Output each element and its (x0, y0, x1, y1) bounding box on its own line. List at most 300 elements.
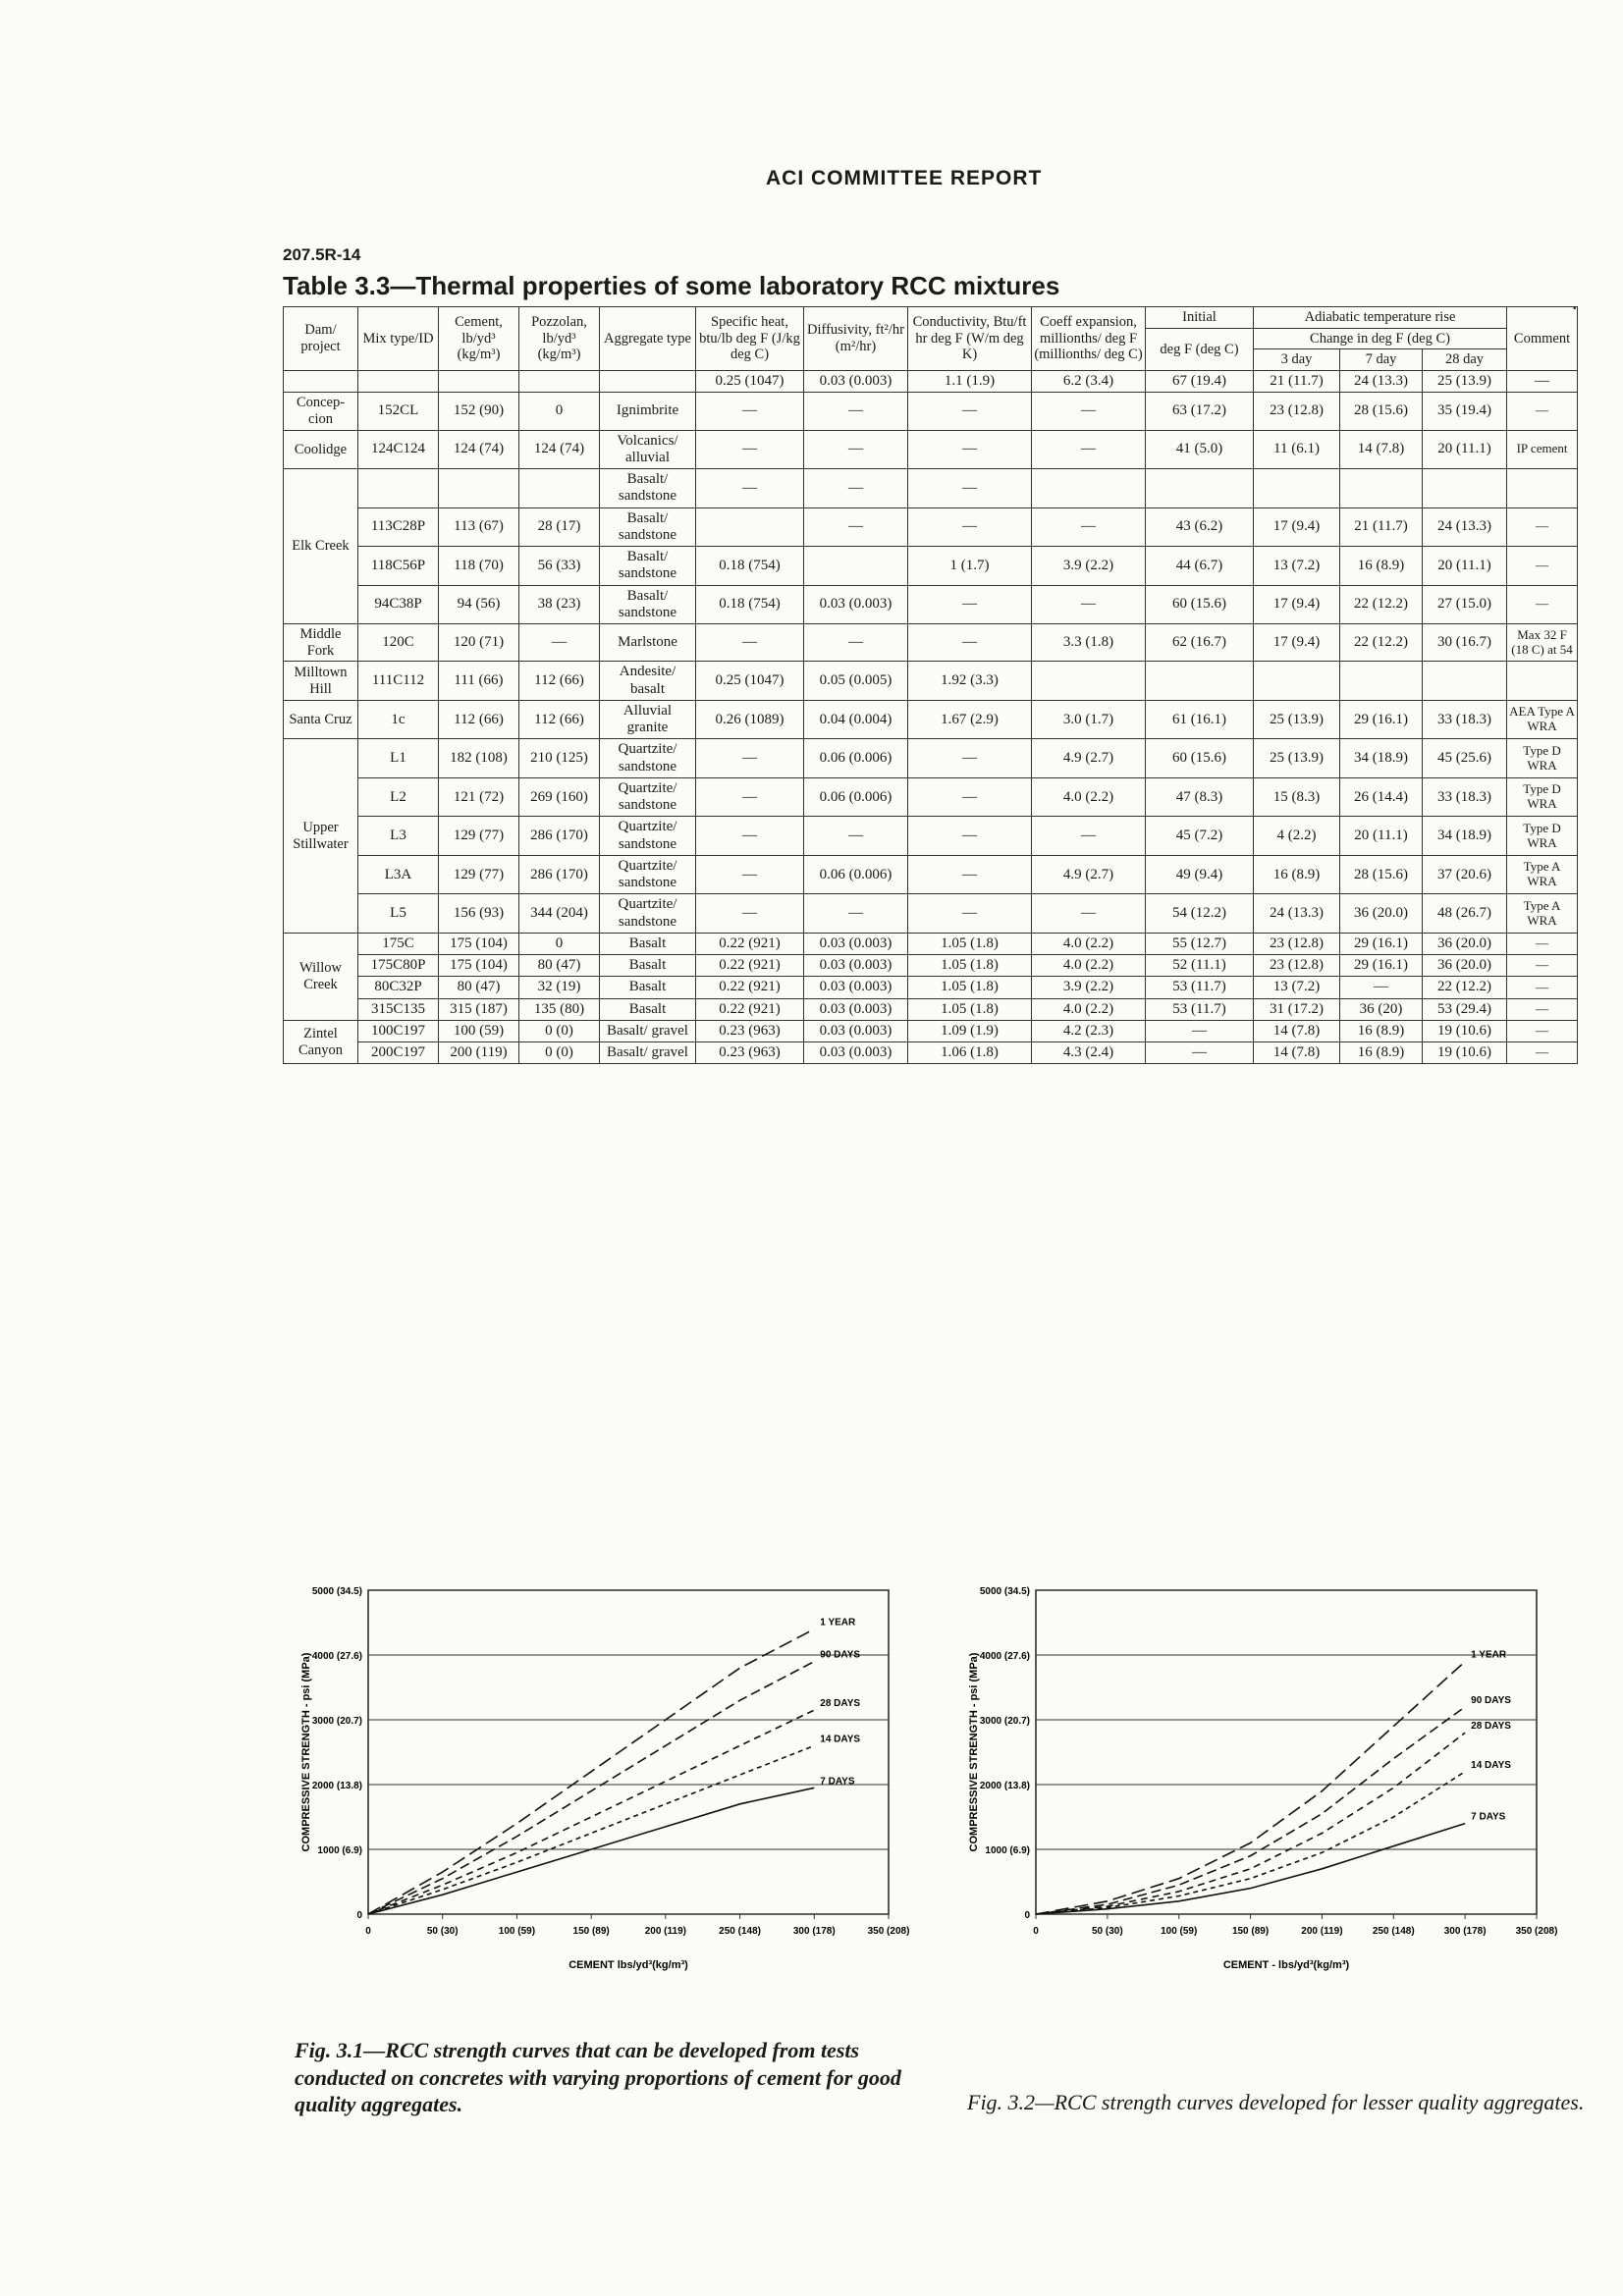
table-cell-dif: — (804, 894, 908, 934)
table-cell-sh: 0.18 (754) (696, 547, 804, 586)
series-line (1036, 1824, 1465, 1914)
table-cell-dif: 0.03 (0.003) (804, 585, 908, 624)
table-cell-pozzolan: 56 (33) (519, 547, 600, 586)
table-cell-d7: 36 (20.0) (1340, 894, 1423, 934)
y-tick-label: 4000 (27.6) (979, 1651, 1030, 1662)
table-cell-sh: 0.22 (921) (696, 977, 804, 998)
table-cell: 0.25 (1047) (696, 371, 804, 393)
col-3day: 3 day (1254, 349, 1340, 371)
table-cell-coe: 4.3 (2.4) (1032, 1042, 1146, 1064)
table-cell-d7: 16 (8.9) (1340, 1020, 1423, 1041)
thermal-properties-table (283, 306, 1575, 1064)
table-cell-mix: L3 (358, 817, 439, 856)
table-cell-d3: 14 (7.8) (1254, 1020, 1340, 1041)
col-pozzolan: Pozzolan, lb/yd³ (kg/m³) (519, 307, 600, 371)
col-mix: Mix type/ID (358, 307, 439, 371)
table-cell-d7: 29 (16.1) (1340, 933, 1423, 954)
x-tick-label: 100 (59) (498, 1926, 536, 1937)
table-cell-d3: 15 (8.3) (1254, 777, 1340, 817)
table-cell-con: — (908, 855, 1032, 894)
table-cell-pozzolan: 0 (519, 393, 600, 430)
series-label: 90 DAYS (1471, 1694, 1511, 1706)
table-cell-sh: 0.22 (921) (696, 998, 804, 1020)
table-cell-cement: 175 (104) (439, 955, 519, 977)
table-cell-comment: — (1507, 1042, 1578, 1064)
x-tick-label: 200 (119) (1301, 1926, 1343, 1937)
table-row (284, 700, 1578, 739)
table-cell-aggregate: Quartzite/ sandstone (600, 739, 696, 778)
dam-name-cell: Middle Fork (284, 624, 358, 662)
table-cell-mix: 200C197 (358, 1042, 439, 1064)
table-cell-cement: 94 (56) (439, 585, 519, 624)
table-cell-comment: Type D WRA (1507, 817, 1578, 856)
table-cell-aggregate: Andesite/ basalt (600, 662, 696, 701)
dam-name-cell: Concep-cion (284, 393, 358, 430)
table-cell-coe: — (1032, 430, 1146, 469)
table-cell-init (1146, 662, 1254, 701)
dam-name-cell: Elk Creek (284, 469, 358, 624)
col-cement: Cement, lb/yd³ (kg/m³) (439, 307, 519, 371)
table-cell-pozzolan: 0 (0) (519, 1020, 600, 1041)
table-cell-sh: 0.22 (921) (696, 933, 804, 954)
y-tick-label: 2000 (13.8) (979, 1781, 1030, 1791)
table-cell-mix: 118C56P (358, 547, 439, 586)
x-tick-label: 50 (30) (1092, 1926, 1123, 1937)
table-cell-comment: — (1507, 955, 1578, 977)
table-cell-cement: 112 (66) (439, 700, 519, 739)
table-cell-mix: L5 (358, 894, 439, 934)
plot-frame (1036, 1590, 1537, 1914)
table-cell-comment (1507, 662, 1578, 701)
table-cell-d28: 20 (11.1) (1423, 430, 1507, 469)
x-tick-label: 0 (1033, 1926, 1039, 1937)
table-cell: 25 (13.9) (1423, 371, 1507, 393)
series-label: 28 DAYS (820, 1698, 861, 1710)
table-cell-dif: 0.03 (0.003) (804, 955, 908, 977)
figure-3-1-caption: Fig. 3.1—RCC strength curves that can be developed from tests conducted on concretes with varying proportions of cement for good quality aggregates. (295, 2038, 901, 2116)
series-line (368, 1788, 814, 1914)
table-cell-aggregate: Basalt (600, 998, 696, 1020)
table-cell (439, 371, 519, 393)
series-label: 14 DAYS (1471, 1759, 1511, 1771)
table-cell-d3: 14 (7.8) (1254, 1042, 1340, 1064)
running-header: ACI COMMITTEE REPORT (766, 167, 1043, 189)
table-cell-pozzolan: 269 (160) (519, 777, 600, 817)
table-cell-init (1146, 469, 1254, 508)
col-coeff: Coeff expansion, millionths/ deg F (millionths/ deg C) (1032, 307, 1146, 371)
x-tick-label: 150 (89) (572, 1926, 610, 1937)
chart-fig-3-2 (957, 1561, 1566, 1993)
table-cell-comment: — (1507, 585, 1578, 624)
table-cell-d7: 20 (11.1) (1340, 817, 1423, 856)
table-cell-aggregate: Volcanics/ alluvial (600, 430, 696, 469)
y-tick-label: 2000 (13.8) (311, 1781, 362, 1791)
table-cell-sh: — (696, 777, 804, 817)
col-aggregate: Aggregate type (600, 307, 696, 371)
table-cell-aggregate: Basalt/ sandstone (600, 547, 696, 586)
table-cell-d3 (1254, 662, 1340, 701)
figure-3-1 (290, 1561, 918, 1993)
table-cell-d3: 23 (12.8) (1254, 955, 1340, 977)
table-cell-coe: 4.0 (2.2) (1032, 998, 1146, 1020)
table-row (284, 1042, 1578, 1064)
table-row (284, 430, 1578, 469)
table-cell-coe: — (1032, 894, 1146, 934)
dam-name-cell: Milltown Hill (284, 662, 358, 701)
table-cell-init: 47 (8.3) (1146, 777, 1254, 817)
table-cell-aggregate: Quartzite/ sandstone (600, 855, 696, 894)
table-cell-init: — (1146, 1020, 1254, 1041)
table-cell-cement: 156 (93) (439, 894, 519, 934)
table-cell-coe (1032, 662, 1146, 701)
table-cell-sh: 0.22 (921) (696, 955, 804, 977)
table-cell-d28: 19 (10.6) (1423, 1020, 1507, 1041)
series-line (368, 1662, 814, 1914)
y-tick-label: 5000 (34.5) (311, 1586, 362, 1597)
table-cell-cement: 113 (67) (439, 507, 519, 547)
table-cell-init: 43 (6.2) (1146, 507, 1254, 547)
table-cell-sh: — (696, 855, 804, 894)
table-cell-d7: 16 (8.9) (1340, 1042, 1423, 1064)
table-cell-sh: — (696, 894, 804, 934)
table-cell-coe: 4.0 (2.2) (1032, 933, 1146, 954)
series-line (1036, 1662, 1465, 1914)
table-row (284, 977, 1578, 998)
table-row (284, 393, 1578, 430)
table-body (284, 371, 1578, 1064)
table-row (284, 817, 1578, 856)
table-cell-dif: 0.03 (0.003) (804, 1020, 908, 1041)
table-row (284, 955, 1578, 977)
col-initial: deg F (deg C) (1146, 328, 1254, 370)
col-dam: Dam/ project (284, 307, 358, 371)
table-cell-con: — (908, 393, 1032, 430)
table-cell-con: — (908, 817, 1032, 856)
table-cell-dif: — (804, 430, 908, 469)
figure-3-2-caption: Fig. 3.2—RCC strength curves developed for lesser quality aggregates. (967, 2090, 1585, 2114)
table-cell-comment: — (1507, 547, 1578, 586)
col-7day: 7 day (1340, 349, 1423, 371)
table-cell-con: 1.09 (1.9) (908, 1020, 1032, 1041)
table-cell: 6.2 (3.4) (1032, 371, 1146, 393)
table-cell-dif: 0.03 (0.003) (804, 1042, 908, 1064)
table-row (284, 371, 1578, 393)
table-cell-pozzolan: 286 (170) (519, 817, 600, 856)
table-cell-d3: 23 (12.8) (1254, 933, 1340, 954)
table-cell-con: 1.05 (1.8) (908, 933, 1032, 954)
y-tick-label: 1000 (6.9) (985, 1845, 1030, 1856)
y-tick-label: 0 (356, 1910, 362, 1921)
table-cell-d7: 36 (20) (1340, 998, 1423, 1020)
table-cell-d28: 34 (18.9) (1423, 817, 1507, 856)
series-label: 7 DAYS (820, 1776, 855, 1788)
table-cell-con: — (908, 624, 1032, 662)
table-row (284, 998, 1578, 1020)
table-cell-d28: 45 (25.6) (1423, 739, 1507, 778)
table-cell-d28 (1423, 662, 1507, 701)
table-cell-d28: 33 (18.3) (1423, 700, 1507, 739)
table-cell-sh: — (696, 430, 804, 469)
table-cell-coe: 3.9 (2.2) (1032, 547, 1146, 586)
x-axis-label: CEMENT - lbs/yd³(kg/m³) (1222, 1959, 1350, 1971)
y-axis-label: COMPRESSIVE STRENGTH - psi (MPa) (968, 1652, 980, 1852)
x-tick-label: 350 (208) (1515, 1926, 1558, 1937)
table-cell-con: 1.06 (1.8) (908, 1042, 1032, 1064)
table-cell-aggregate: Basalt/ sandstone (600, 507, 696, 547)
table-cell-dif: 0.06 (0.006) (804, 777, 908, 817)
table-cell-aggregate: Basalt (600, 955, 696, 977)
series-line (368, 1710, 814, 1914)
table-cell-d7: 28 (15.6) (1340, 393, 1423, 430)
table-cell-d28: 27 (15.0) (1423, 585, 1507, 624)
dam-name-cell: Zintel Canyon (284, 1020, 358, 1064)
table-cell-d3: 23 (12.8) (1254, 393, 1340, 430)
table-cell-init: 60 (15.6) (1146, 739, 1254, 778)
table-cell: 21 (11.7) (1254, 371, 1340, 393)
table-cell-d3: 13 (7.2) (1254, 977, 1340, 998)
table-cell-sh: 0.25 (1047) (696, 662, 804, 701)
table-cell-d7: 26 (14.4) (1340, 777, 1423, 817)
series-line (1036, 1707, 1465, 1914)
table-cell-d3: 24 (13.3) (1254, 894, 1340, 934)
table-cell-aggregate: Basalt/ gravel (600, 1042, 696, 1064)
table-cell-pozzolan: 38 (23) (519, 585, 600, 624)
table-cell-mix: 113C28P (358, 507, 439, 547)
table-cell-d7: — (1340, 977, 1423, 998)
table-cell-init: 52 (11.1) (1146, 955, 1254, 977)
table-cell-d3: 4 (2.2) (1254, 817, 1340, 856)
table-cell-init: — (1146, 1042, 1254, 1064)
table-cell-sh: — (696, 469, 804, 508)
table-cell-con: 1.05 (1.8) (908, 955, 1032, 977)
table-cell-sh (696, 507, 804, 547)
table-cell-init: 61 (16.1) (1146, 700, 1254, 739)
table-cell-aggregate: Basalt/ gravel (600, 1020, 696, 1041)
figure-3-2 (957, 1561, 1566, 1993)
table-cell-comment: IP cement (1507, 430, 1578, 469)
col-conductivity: Conductivity, Btu/ft hr deg F (W/m deg K) (908, 307, 1032, 371)
table-cell-dif: — (804, 393, 908, 430)
table-cell-d7 (1340, 469, 1423, 508)
table-cell-init: 62 (16.7) (1146, 624, 1254, 662)
table-cell-coe: — (1032, 585, 1146, 624)
table-cell-d28: 37 (20.6) (1423, 855, 1507, 894)
table-cell-d28: 33 (18.3) (1423, 777, 1507, 817)
table-cell-con: 1.05 (1.8) (908, 977, 1032, 998)
table-cell-pozzolan: 112 (66) (519, 700, 600, 739)
table-cell-coe: 3.9 (2.2) (1032, 977, 1146, 998)
table-cell-d3: 17 (9.4) (1254, 507, 1340, 547)
table-cell-d7: 21 (11.7) (1340, 507, 1423, 547)
table-cell-comment: AEA Type A WRA (1507, 700, 1578, 739)
table-cell-init: 45 (7.2) (1146, 817, 1254, 856)
table-cell-comment: — (1507, 933, 1578, 954)
table-cell-d28: 36 (20.0) (1423, 955, 1507, 977)
table-row (284, 662, 1578, 701)
table-cell-init: 53 (11.7) (1146, 977, 1254, 998)
table-cell-comment: Type A WRA (1507, 855, 1578, 894)
x-tick-label: 300 (178) (1443, 1926, 1487, 1937)
table-cell-con: — (908, 777, 1032, 817)
table-cell-d7: 29 (16.1) (1340, 700, 1423, 739)
col-initial-group: Initial (1146, 307, 1254, 329)
table-cell-con: — (908, 894, 1032, 934)
table-cell-init: 63 (17.2) (1146, 393, 1254, 430)
table-cell-d7: 22 (12.2) (1340, 585, 1423, 624)
table-caption: Table 3.3—Thermal properties of some laboratory RCC mixtures (283, 271, 1060, 300)
table-cell-sh: 0.18 (754) (696, 585, 804, 624)
table-cell-d3: 17 (9.4) (1254, 585, 1340, 624)
table-cell-sh: — (696, 739, 804, 778)
table-cell-dif (804, 547, 908, 586)
table-cell-comment: — (1507, 507, 1578, 547)
x-tick-label: 50 (30) (426, 1926, 459, 1937)
y-tick-label: 4000 (27.6) (311, 1651, 362, 1662)
table-cell-d7: 22 (12.2) (1340, 624, 1423, 662)
table-cell-sh: 0.23 (963) (696, 1042, 804, 1064)
table-cell-con: 1 (1.7) (908, 547, 1032, 586)
x-tick-label: 250 (148) (719, 1926, 761, 1937)
table-cell-pozzolan: 286 (170) (519, 855, 600, 894)
table-cell: 67 (19.4) (1146, 371, 1254, 393)
table-cell-d3: 25 (13.9) (1254, 739, 1340, 778)
table-cell-cement: 200 (119) (439, 1042, 519, 1064)
y-axis-label: COMPRESSIVE STRENGTH - psi (MPa) (300, 1652, 312, 1852)
table-cell-coe: 4.0 (2.2) (1032, 955, 1146, 977)
table-cell-aggregate: Basalt/ sandstone (600, 469, 696, 508)
table-row (284, 507, 1578, 547)
table-cell-con: — (908, 430, 1032, 469)
table-cell (358, 371, 439, 393)
table-cell-cement: 120 (71) (439, 624, 519, 662)
table-cell-pozzolan: 344 (204) (519, 894, 600, 934)
table-cell-aggregate: Alluvial granite (600, 700, 696, 739)
table-cell-d28: 19 (10.6) (1423, 1042, 1507, 1064)
table-cell-init: 55 (12.7) (1146, 933, 1254, 954)
x-tick-label: 200 (119) (644, 1926, 686, 1937)
table-cell-d7: 34 (18.9) (1340, 739, 1423, 778)
x-tick-label: 250 (148) (1372, 1926, 1415, 1937)
table-cell-d7: 28 (15.6) (1340, 855, 1423, 894)
table-cell-d3: 16 (8.9) (1254, 855, 1340, 894)
y-tick-label: 0 (1024, 1910, 1030, 1921)
table-cell-con: 1.92 (3.3) (908, 662, 1032, 701)
table-row (284, 585, 1578, 624)
table-cell-sh: — (696, 393, 804, 430)
y-tick-label: 3000 (20.7) (311, 1716, 362, 1727)
table-cell-comment: — (1507, 977, 1578, 998)
x-tick-label: 350 (208) (867, 1926, 910, 1937)
table-cell-mix: 111C112 (358, 662, 439, 701)
table-cell-d28: 20 (11.1) (1423, 547, 1507, 586)
table-cell: — (1507, 371, 1578, 393)
table-row (284, 1020, 1578, 1041)
table-cell-cement: 100 (59) (439, 1020, 519, 1041)
table-cell-mix: L1 (358, 739, 439, 778)
table-cell-pozzolan: 80 (47) (519, 955, 600, 977)
table-cell-mix: 80C32P (358, 977, 439, 998)
y-tick-label: 3000 (20.7) (979, 1716, 1030, 1727)
table-row (284, 777, 1578, 817)
table-cell-cement: 152 (90) (439, 393, 519, 430)
table-row (284, 933, 1578, 954)
table-cell: 1.1 (1.9) (908, 371, 1032, 393)
table-cell-dif: 0.05 (0.005) (804, 662, 908, 701)
table-cell-cement: 118 (70) (439, 547, 519, 586)
dam-name-cell: Upper Stillwater (284, 739, 358, 934)
table-cell-con: — (908, 507, 1032, 547)
table-cell-pozzolan: 135 (80) (519, 998, 600, 1020)
table-row (284, 739, 1578, 778)
table-cell-cement: 175 (104) (439, 933, 519, 954)
table-cell-d28: 30 (16.7) (1423, 624, 1507, 662)
table-row (284, 855, 1578, 894)
table-cell-coe: — (1032, 507, 1146, 547)
table-cell-pozzolan (519, 469, 600, 508)
table-cell-pozzolan: 124 (74) (519, 430, 600, 469)
table-cell (519, 371, 600, 393)
table-cell-cement: 121 (72) (439, 777, 519, 817)
table-cell-con: 1.67 (2.9) (908, 700, 1032, 739)
table-cell-con: — (908, 739, 1032, 778)
table-cell-dif: 0.06 (0.006) (804, 855, 908, 894)
table-cell-con: — (908, 469, 1032, 508)
series-line (368, 1629, 814, 1914)
x-tick-label: 300 (178) (792, 1926, 836, 1937)
col-28day: 28 day (1423, 349, 1507, 371)
table-cell-mix (358, 469, 439, 508)
series-label: 28 DAYS (1471, 1721, 1511, 1733)
table-cell-comment: — (1507, 1020, 1578, 1041)
table-cell-comment (1507, 469, 1578, 508)
table-cell-d7: 29 (16.1) (1340, 955, 1423, 977)
table-cell-mix: L2 (358, 777, 439, 817)
table-row (284, 624, 1578, 662)
table-cell-mix: 120C (358, 624, 439, 662)
table-cell-d3: 25 (13.9) (1254, 700, 1340, 739)
table-cell-pozzolan: 32 (19) (519, 977, 600, 998)
col-change: Change in deg F (deg C) (1254, 328, 1507, 349)
table-cell-d28: 22 (12.2) (1423, 977, 1507, 998)
table-cell-comment: — (1507, 998, 1578, 1020)
table-cell-pozzolan: 0 (0) (519, 1042, 600, 1064)
table-cell-d28: 53 (29.4) (1423, 998, 1507, 1020)
table-row (284, 469, 1578, 508)
table-cell-init: 54 (12.2) (1146, 894, 1254, 934)
table-cell-mix: 124C124 (358, 430, 439, 469)
table-cell-d3: 11 (6.1) (1254, 430, 1340, 469)
table-cell-d7: 14 (7.8) (1340, 430, 1423, 469)
table-cell-d28: 24 (13.3) (1423, 507, 1507, 547)
table-cell-d28 (1423, 469, 1507, 508)
table-cell-mix: 175C80P (358, 955, 439, 977)
table-cell-d28: 36 (20.0) (1423, 933, 1507, 954)
table-cell-dif: 0.03 (0.003) (804, 933, 908, 954)
table-cell-aggregate: Quartzite/ sandstone (600, 817, 696, 856)
table-cell-cement: 124 (74) (439, 430, 519, 469)
table-cell-coe: 3.3 (1.8) (1032, 624, 1146, 662)
table-cell-pozzolan: 28 (17) (519, 507, 600, 547)
table-cell-d28: 48 (26.7) (1423, 894, 1507, 934)
table-cell-con: — (908, 585, 1032, 624)
table (283, 306, 1578, 1064)
table-cell-coe: — (1032, 393, 1146, 430)
table-cell-sh: — (696, 817, 804, 856)
table-cell-init: 44 (6.7) (1146, 547, 1254, 586)
table-cell-aggregate: Quartzite/ sandstone (600, 894, 696, 934)
page-number: 207.5R-14 (283, 245, 361, 264)
plot-frame (368, 1590, 889, 1914)
